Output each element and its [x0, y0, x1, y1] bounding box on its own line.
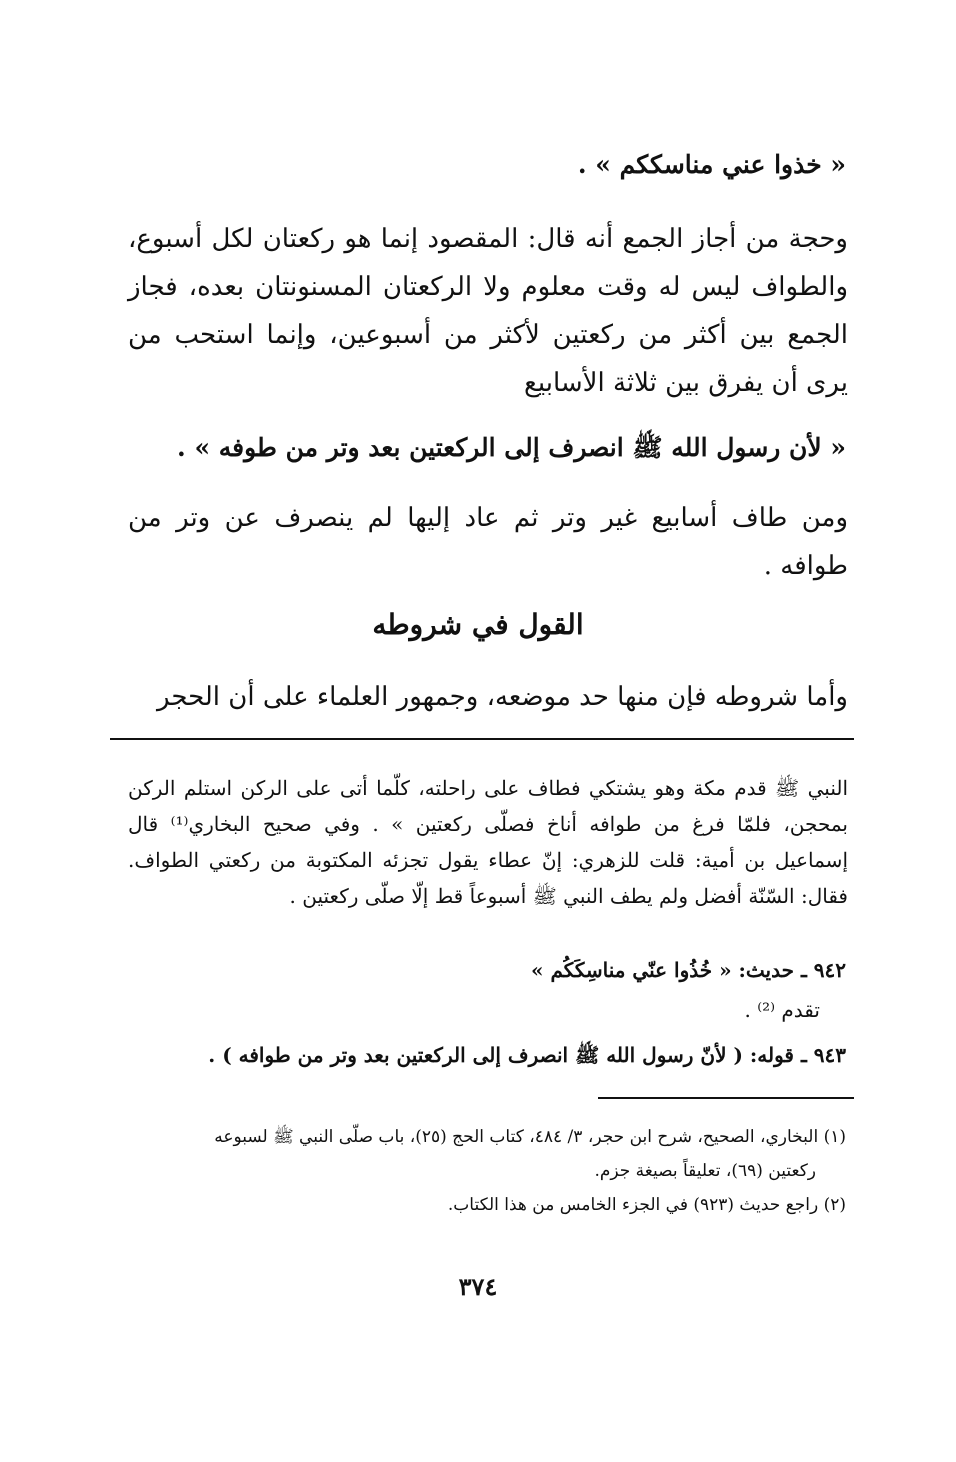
conditions-paragraph: وأما شروطه فإن منها حد موضعه، وجمهور العلماء على أن الحجر [156, 682, 848, 712]
hadith-942-line: ٩٤٢ ـ حديث: « خُذُوا عنّي مناسِكَكُم » [531, 958, 846, 982]
footnote-2: (٢) راجع حديث (٩٢٣) في الجزء الخامس من هذا الكتاب. [447, 1195, 846, 1215]
section-heading: القول في شروطه [372, 608, 584, 641]
tawaf-paragraph: ومن طاف أسابيع غير وتر ثم عاد إليها لم ينصرف عن وتر من طوافه . [128, 503, 848, 581]
footnote-1-line-1: (١) البخاري، الصحيح، شرح ابن حجر، ٣/ ٤٨٤، كتاب الحج (٢٥)، باب صلّى النبي ﷺ لسبوعه [214, 1127, 846, 1147]
hadith-quote-2: « لأن رسول الله ﷺ انصرف إلى الركعتين بعد وتر من طوفه » . [177, 433, 846, 462]
argument-paragraph: وحجة من أجاز الجمع أنه قال: المقصود إنما هو ركعتان لكل أسبوع، والطواف ليس له وقت معلوم ولا الركعتان المسنونتان بعده، فجاز الجمع بين أكثر من ركعتين لأكثر من أسبوعين، وإنما استحب من يرى أن يفرق بين ثلاثة الأسابيع [128, 224, 848, 398]
notes-paragraph: النبي ﷺ قدم مكة وهو يشتكي فطاف على راحلته، كلّما أتى على الركن استلم الركن بمحجن، فلمّا فرغ من طوافه أناخ فصلّى ركعتين » . وفي صحيح البخاري⁽¹⁾ قال إسماعيل بن أمية: قلت للزهري: إنّ عطاء يقول تجزئه المكتوبة من ركعتي الطواف. فقال: السّنّة أفضل ولم يطف النبي ﷺ أسبوعاً قط إلّا صلّى ركعتين . [128, 776, 848, 908]
footnote-1-line-2: ركعتين (٦٩)، تعليقاً بصيغة جزم. [594, 1161, 816, 1181]
hadith-942-reference: تقدم ⁽²⁾ . [744, 998, 820, 1022]
page-number: ٣٧٤ [458, 1272, 498, 1301]
footnotes-divider [598, 1097, 854, 1099]
notes-divider [110, 738, 854, 740]
hadith-943-line: ٩٤٣ ـ قوله: ( لأنّ رسول الله ﷺ انصرف إلى الركعتين بعد وتر من طوافه ) . [208, 1043, 846, 1067]
hadith-quote-1: « خذوا عني مناسككم » . [577, 150, 846, 179]
